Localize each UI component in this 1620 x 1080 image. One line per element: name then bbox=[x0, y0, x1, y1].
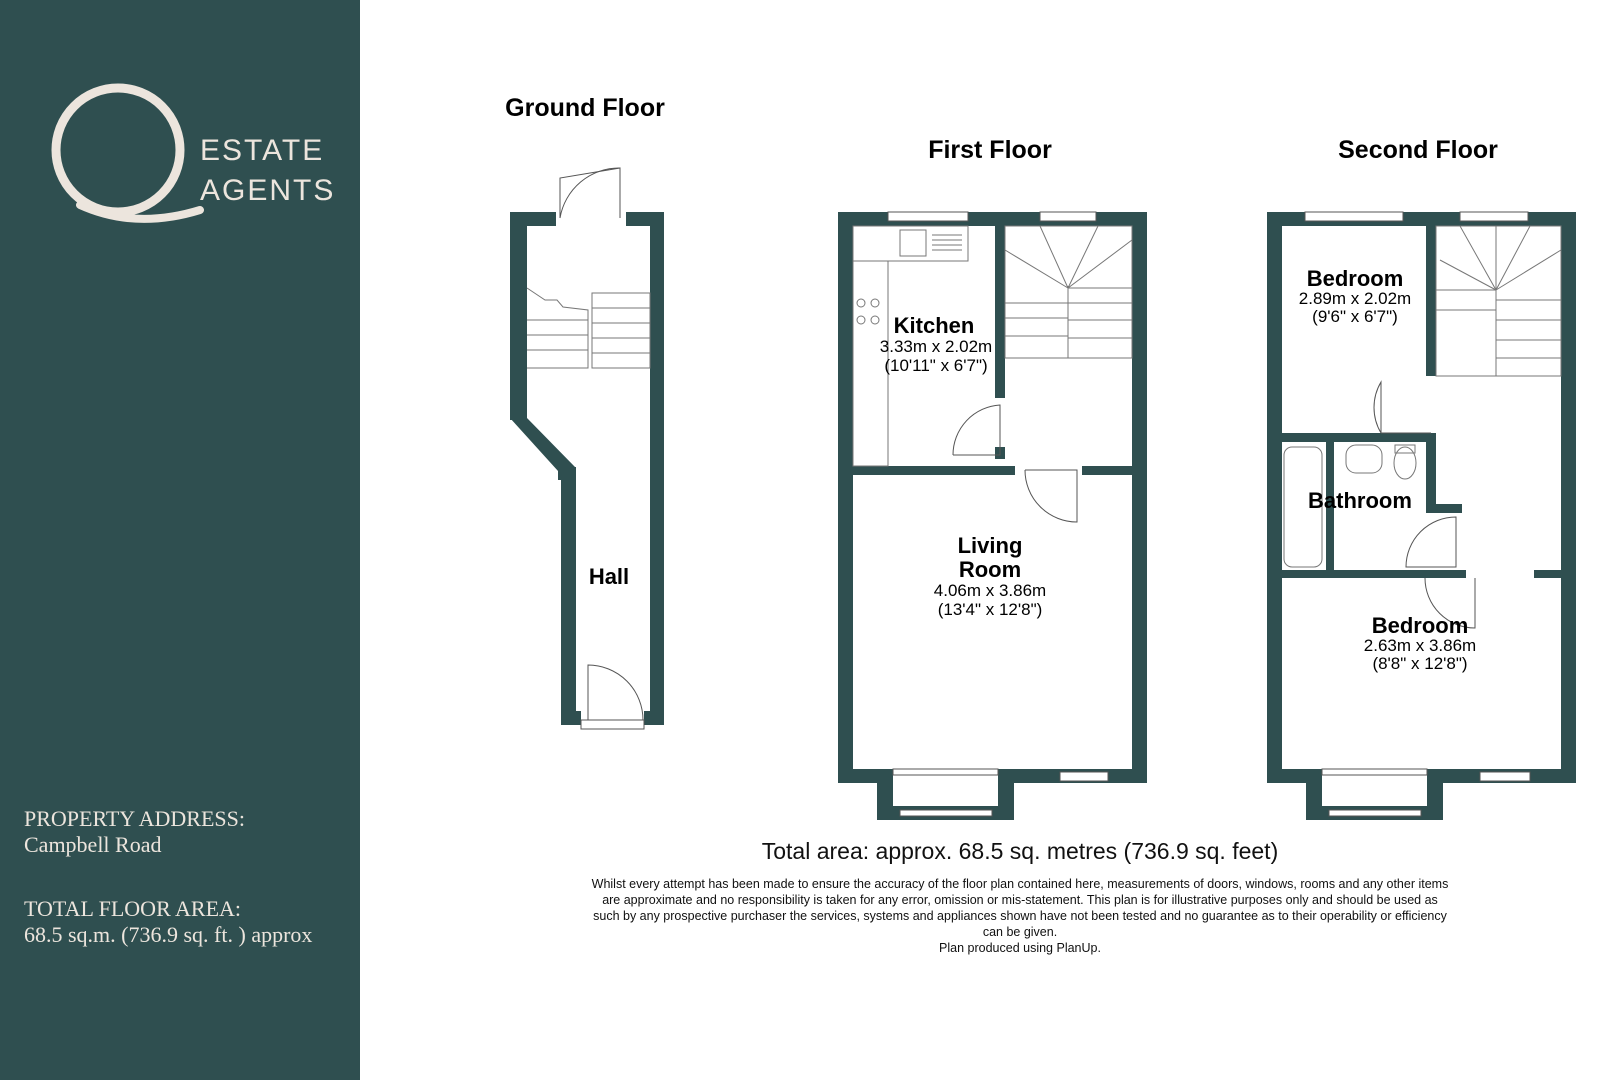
wall bbox=[1561, 212, 1576, 783]
ground-floor-plan bbox=[505, 94, 665, 729]
total-area-text: Total area: approx. 68.5 sq. metres (736.9 sq. feet) bbox=[761, 838, 1279, 864]
wall bbox=[877, 769, 893, 809]
room-kitchen-name: Kitchen bbox=[893, 313, 975, 338]
door-swing bbox=[1406, 517, 1456, 567]
door-swing bbox=[588, 665, 643, 720]
wall bbox=[995, 226, 1005, 398]
window bbox=[1480, 772, 1530, 781]
wall bbox=[853, 466, 1015, 475]
room-kitchen-metric: 3.33m x 2.02m bbox=[879, 337, 993, 356]
door-swing bbox=[1374, 382, 1381, 433]
logo-word-estate: ESTATE bbox=[200, 134, 325, 167]
q-logo-icon bbox=[40, 80, 210, 240]
room-bedroom-1-name: Bedroom bbox=[1306, 266, 1404, 291]
wall bbox=[1267, 212, 1282, 783]
window bbox=[1305, 212, 1403, 221]
logo-word-agents: AGENTS bbox=[200, 174, 336, 207]
first-floor-title: First Floor bbox=[928, 136, 1052, 164]
wall bbox=[1534, 570, 1561, 578]
room-hall-name: Hall bbox=[588, 564, 630, 589]
threshold bbox=[581, 720, 644, 729]
brand-sidebar bbox=[0, 0, 360, 1080]
wall bbox=[561, 711, 581, 725]
second-floor-plan bbox=[1267, 136, 1576, 820]
window bbox=[888, 212, 968, 221]
wall bbox=[1426, 226, 1436, 376]
window bbox=[1329, 810, 1421, 816]
wall bbox=[644, 711, 664, 725]
wall bbox=[1282, 570, 1466, 578]
second-floor-title: Second Floor bbox=[1338, 136, 1498, 164]
room-bedroom-2-imperial: (8'8" x 12'8") bbox=[1372, 654, 1468, 673]
room-bathroom-name: Bathroom bbox=[1308, 488, 1412, 513]
plan-produced-by: Plan produced using PlanUp. bbox=[939, 941, 1101, 955]
total-floor-area-value: 68.5 sq.m. (736.9 sq. ft. ) approx bbox=[24, 922, 313, 947]
wall bbox=[1282, 433, 1436, 442]
room-living-name-line2: Room bbox=[958, 557, 1022, 582]
wall bbox=[561, 467, 576, 725]
door-swing bbox=[953, 405, 1000, 455]
first-floor-plan bbox=[838, 136, 1147, 820]
disclaimer-text: Whilst every attempt has been made to ensure the accuracy of the floor plan contained here, measurements of doors, windows, rooms and any other items are approximate and no responsibility is taken for any error, omission or mis-statement. This plan is for illustrative purposes only and should be used as such by any prospective purchaser the services, systems and appliances shown have not been tested and no guarantee as to their operability or efficiency can be given. bbox=[591, 877, 1449, 939]
property-address-label: PROPERTY ADDRESS: bbox=[24, 806, 245, 831]
wall bbox=[1426, 433, 1436, 513]
property-address-value: Campbell Road bbox=[24, 832, 162, 857]
room-bedroom-2-name: Bedroom bbox=[1371, 613, 1469, 638]
staircase bbox=[1005, 226, 1132, 358]
room-bedroom-1-metric: 2.89m x 2.02m bbox=[1298, 289, 1412, 308]
window bbox=[1460, 212, 1528, 221]
wall bbox=[1132, 212, 1147, 783]
wall bbox=[1427, 769, 1443, 809]
room-living-metric: 4.06m x 3.86m bbox=[933, 581, 1047, 600]
wall bbox=[838, 212, 853, 783]
wall bbox=[1306, 769, 1322, 809]
disclaimer-block bbox=[590, 876, 1450, 956]
ground-floor-title: Ground Floor bbox=[505, 94, 665, 122]
wall bbox=[1082, 466, 1132, 475]
staircase bbox=[527, 288, 650, 368]
door-swing bbox=[560, 168, 620, 218]
wall bbox=[838, 212, 1147, 226]
window bbox=[1040, 212, 1096, 221]
room-living-name-line1: Living bbox=[957, 533, 1023, 558]
room-living-imperial: (13'4" x 12'8") bbox=[937, 600, 1043, 619]
room-kitchen-imperial: (10'11" x 6'7") bbox=[884, 356, 988, 375]
wall bbox=[510, 212, 556, 226]
room-bedroom-1-imperial: (9'6" x 6'7") bbox=[1312, 307, 1398, 326]
wall bbox=[1426, 504, 1462, 513]
wall bbox=[998, 769, 1014, 809]
window bbox=[1060, 772, 1108, 781]
window bbox=[893, 769, 998, 775]
staircase bbox=[1436, 226, 1561, 376]
wall bbox=[510, 212, 527, 420]
room-bedroom-2-metric: 2.63m x 3.86m bbox=[1363, 636, 1477, 655]
total-floor-area-label: TOTAL FLOOR AREA: bbox=[24, 896, 242, 921]
window bbox=[1322, 769, 1427, 775]
window bbox=[900, 810, 992, 816]
door-swing bbox=[1025, 470, 1077, 522]
wall bbox=[650, 212, 664, 725]
